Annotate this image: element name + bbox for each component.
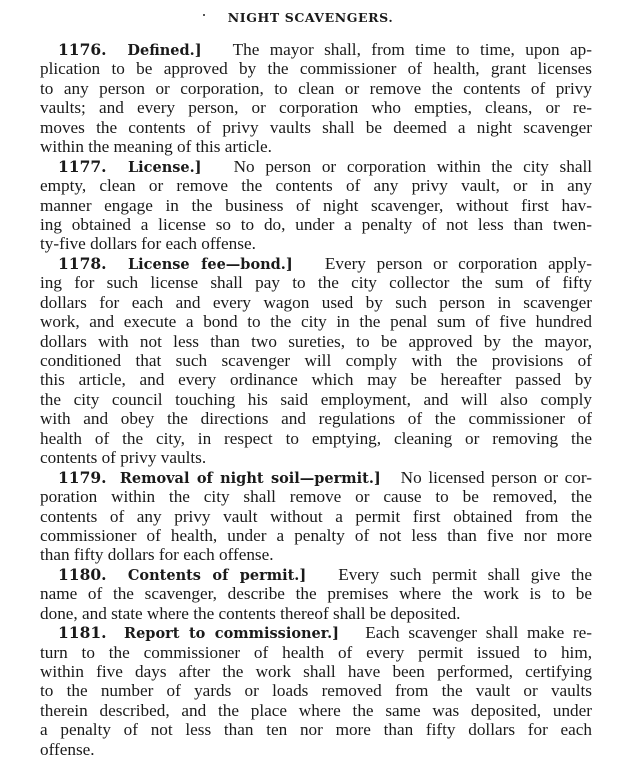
section-body-line: with and obey the directions and regulations of the commissioner of [40, 409, 592, 429]
section-body-line: therein described, and the place where the same was deposited, under [40, 700, 592, 720]
section-body-line: plication to be approved by the commissioner of health, grant licenses [40, 59, 592, 79]
section-heading-line [40, 40, 592, 59]
section-text: No licensed person or cor- [400, 467, 592, 487]
section-text: Each scavenger shall make re- [365, 623, 593, 643]
section-title: Report to commissioner.] [124, 625, 339, 643]
section-title: Contents of permit.] [127, 566, 307, 584]
section-1180 [40, 565, 592, 623]
section-number: 1178. [58, 253, 107, 273]
section-1176 [40, 40, 592, 157]
section-number: 1176. [58, 40, 107, 59]
section-body-line: name of the scavenger, describe the premises where the work is to be [40, 584, 592, 604]
section-heading-line [40, 157, 592, 176]
scan-speck [203, 14, 205, 16]
section-body-line: work, and execute a bond to the city in the penal sum of five hundred [40, 312, 592, 332]
section-body-line: ing obtained a license so to do, under a penalty of not less than twen- [40, 214, 592, 234]
section-title: License.] [127, 158, 202, 176]
running-head [0, 10, 621, 25]
section-title: Removal of night soil—permit.] [119, 469, 381, 487]
section-body-line: to any person or corporation, to clean or remove the contents of privy [40, 78, 592, 98]
section-body-line: health of the city, in respect to emptying, cleaning or removing the [40, 428, 592, 448]
section-body-line: manner engage in the business of night scavenger, without first hav- [40, 195, 592, 215]
section-title: License fee—bond.] [127, 255, 293, 273]
section-body-line: the city council touching his said employment, and will also comply [40, 389, 592, 409]
section-1177 [40, 157, 592, 254]
section-body-line: done, and state where the contents thereof shall be deposited. [40, 603, 461, 623]
document-body [40, 40, 592, 759]
section-body-line: dollars for each and every wagon used by such person in scavenger [40, 292, 592, 312]
section-title: Defined.] [127, 42, 202, 59]
section-heading-line [40, 468, 592, 487]
section-number: 1177. [58, 156, 107, 176]
section-body-line: within the meaning of this article. [40, 137, 272, 157]
running-head-text: NIGHT SCAVENGERS. [227, 10, 394, 25]
section-body-line: commissioner of health, under a penalty of not less than five nor more [40, 525, 592, 545]
section-body-line: poration within the city shall remove or cause to be removed, the [40, 487, 592, 507]
section-text: No person or corporation within the city shall [233, 156, 593, 176]
section-body-line: dollars with not less than two sureties, to be approved by the mayor, [40, 331, 592, 351]
section-body-line: contents of any privy vault without a permit first obtained from the [40, 506, 592, 526]
section-heading-line [40, 254, 592, 273]
section-heading-line [40, 623, 592, 642]
section-number: 1181. [58, 623, 107, 643]
section-body-line: this article, and every ordinance which may be hereafter passed by [40, 370, 592, 390]
section-1179 [40, 468, 592, 565]
section-text: Every person or corporation apply- [324, 253, 593, 273]
section-body-line: ing for such license shall pay to the city collector the sum of fifty [40, 273, 592, 293]
section-body-line: conditioned that such scavenger will comply with the provisions of [40, 351, 592, 370]
section-body-line: than fifty dollars for each offense. [40, 545, 274, 565]
section-body-line: vaults; and every person, or corporation who empties, cleans, or re- [40, 98, 592, 118]
section-heading-line [40, 565, 592, 584]
section-body-line: ty-five dollars for each offense. [40, 234, 256, 254]
section-body-line: offense. [40, 739, 95, 759]
section-1181 [40, 623, 592, 759]
section-text: The mayor shall, from time to time, upon ap- [232, 40, 592, 59]
section-body-line: moves the contents of privy vaults shall be deemed a night scavenger [40, 117, 592, 137]
section-body-line: turn to the commissioner of health of every permit issued to him, [40, 642, 592, 662]
section-1178 [40, 254, 592, 468]
section-text: Every such permit shall give the [338, 564, 593, 584]
section-body-line: contents of privy vaults. [40, 448, 207, 468]
section-body-line: empty, clean or remove the contents of any privy vault, or in any [40, 176, 592, 196]
section-body-line: to the number of yards or loads removed from the vault or vaults [40, 681, 592, 701]
section-body-line: within five days after the work shall have been performed, certifying [40, 662, 592, 681]
section-number: 1180. [58, 564, 107, 584]
section-number: 1179. [58, 467, 107, 487]
section-body-line: a penalty of not less than ten nor more than fifty dollars for each [40, 720, 592, 740]
